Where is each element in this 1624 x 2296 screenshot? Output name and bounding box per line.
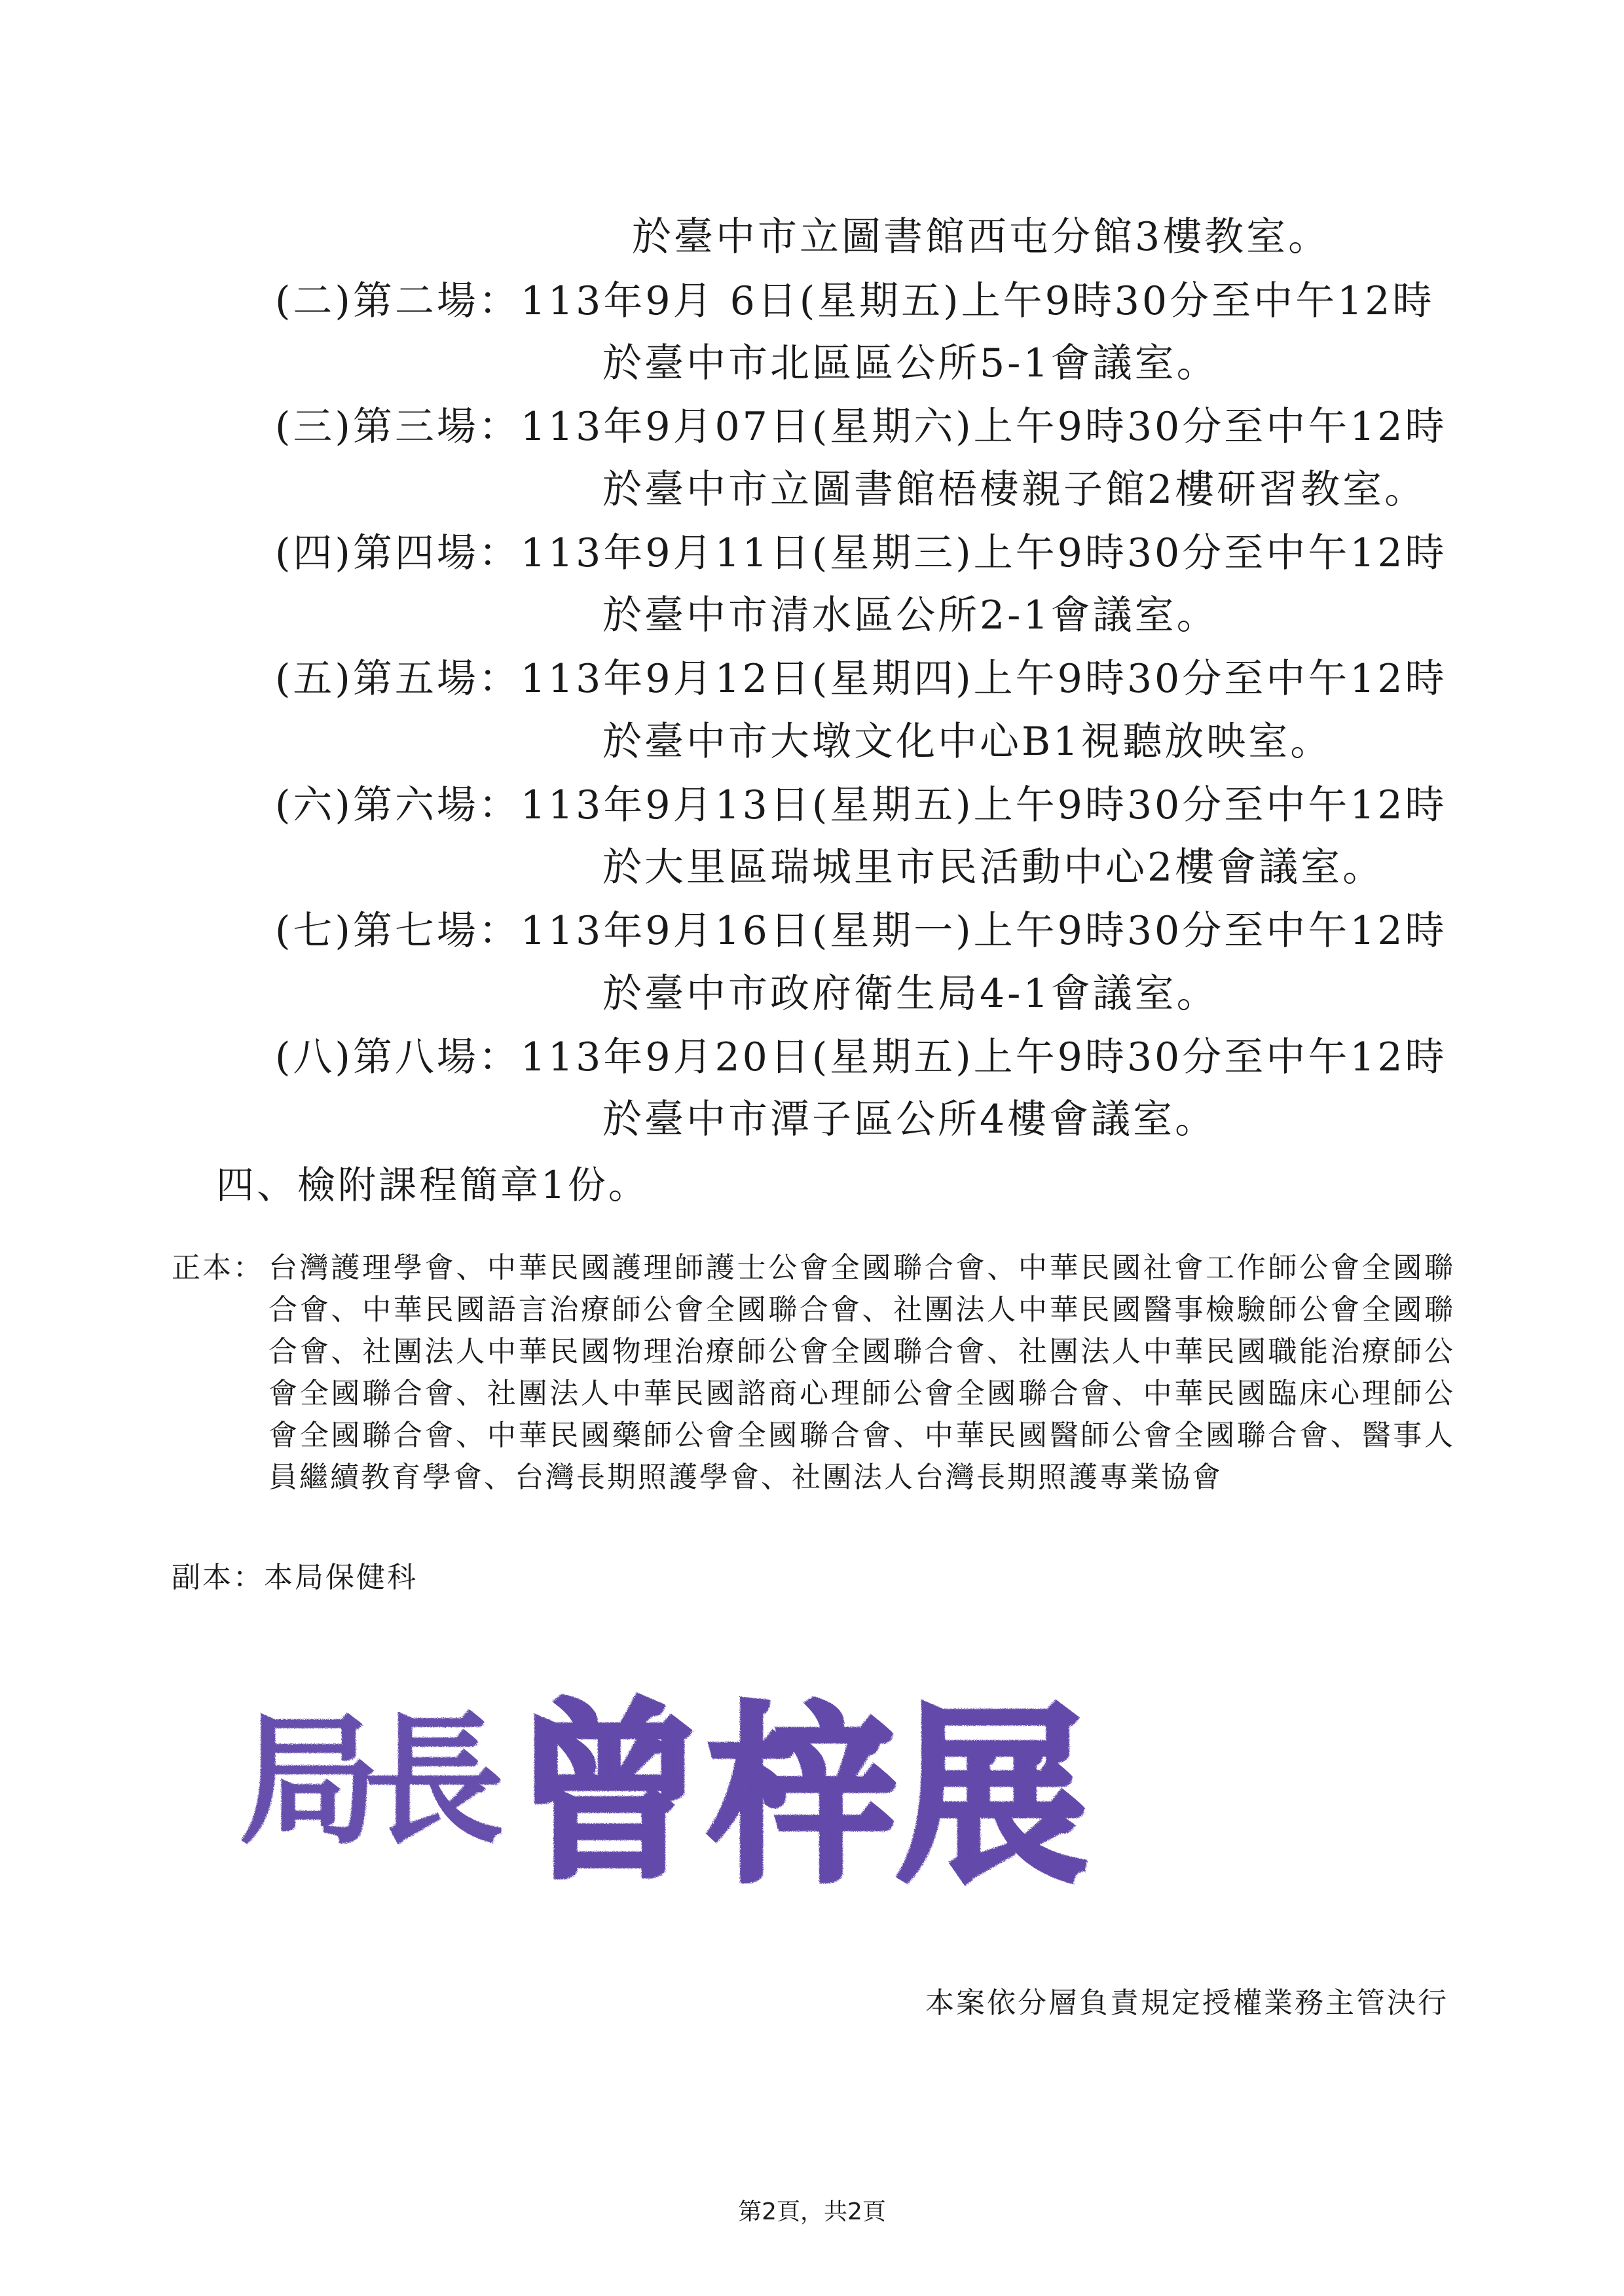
delegation-note: 本案依分層負責規定授權業務主管決行 bbox=[925, 1986, 1449, 2020]
svg-text:局: 局 bbox=[239, 1698, 373, 1863]
recipients-list: 台灣護理學會、中華民國護理師護士公會全國聯合會、中華民國社會工作師公會全國聯合會、中華民國語言治療師公會全國聯合會、社團法人中華民國醫事檢驗師公會全國聯合會、社團法人中華民國物理治療師公會全國聯合會、社團法人中華民國職能治療師公會全國聯合會、社團法人中華民國諮商心理師公會全國聯合會、中華民國臨床心理師公會全國聯合會、中華民國藥師公會全國聯合會、中華民國醫師公會全國聯合會、醫事人員繼續教育學會、台灣長期照護學會、社團法人台灣長期照護專業協會 bbox=[268, 1251, 1455, 1494]
recipients-block bbox=[172, 1247, 1455, 1499]
attachment-note: 四、檢附課程簡章1份。 bbox=[216, 1163, 649, 1207]
cc-label: 副本： bbox=[172, 1561, 264, 1594]
session-6-location: 於大里區瑞城里市民活動中心2樓會議室。 bbox=[602, 845, 1385, 890]
svg-text:曾: 曾 bbox=[514, 1682, 704, 1904]
svg-text:長: 長 bbox=[363, 1698, 498, 1863]
session-3-location: 於臺中市立圖書館梧棲親子館2樓研習教室。 bbox=[602, 467, 1427, 513]
svg-text:展: 展 bbox=[897, 1685, 1087, 1908]
session-7-datetime: (七)第七場：113年9月16日(星期一)上午9時30分至中午12時 bbox=[275, 908, 1447, 954]
session-4-datetime: (四)第四場：113年9月11日(星期三)上午9時30分至中午12時 bbox=[275, 530, 1447, 576]
cc-block bbox=[172, 1557, 418, 1599]
session-5-datetime: (五)第五場：113年9月12日(星期四)上午9時30分至中午12時 bbox=[275, 656, 1447, 702]
cc-recipient: 本局保健科 bbox=[264, 1561, 418, 1594]
recipients-label: 正本： bbox=[172, 1251, 264, 1285]
session-6-datetime: (六)第六場：113年9月13日(星期五)上午9時30分至中午12時 bbox=[275, 782, 1447, 828]
page-number: 第2頁，共2頁 bbox=[738, 2198, 886, 2225]
first-session-location: 於臺中市立圖書館西屯分館3樓教室。 bbox=[632, 214, 1331, 260]
session-2-datetime: (二)第二場：113年9月 6日(星期五)上午9時30分至中午12時 bbox=[275, 278, 1435, 324]
session-5-location: 於臺中市大墩文化中心B1視聽放映室。 bbox=[602, 719, 1333, 765]
session-8-datetime: (八)第八場：113年9月20日(星期五)上午9時30分至中午12時 bbox=[275, 1034, 1447, 1080]
session-8-location: 於臺中市潭子區公所4樓會議室。 bbox=[602, 1097, 1217, 1142]
session-3-datetime: (三)第三場：113年9月07日(星期六)上午9時30分至中午12時 bbox=[275, 404, 1447, 450]
director-seal-stamp bbox=[232, 1663, 1097, 1912]
session-2-location: 於臺中市北區區公所5-1會議室。 bbox=[602, 340, 1219, 386]
session-4-location: 於臺中市清水區公所2-1會議室。 bbox=[602, 592, 1219, 638]
svg-text:梓: 梓 bbox=[707, 1685, 897, 1908]
session-7-location: 於臺中市政府衛生局4-1會議室。 bbox=[602, 971, 1219, 1017]
